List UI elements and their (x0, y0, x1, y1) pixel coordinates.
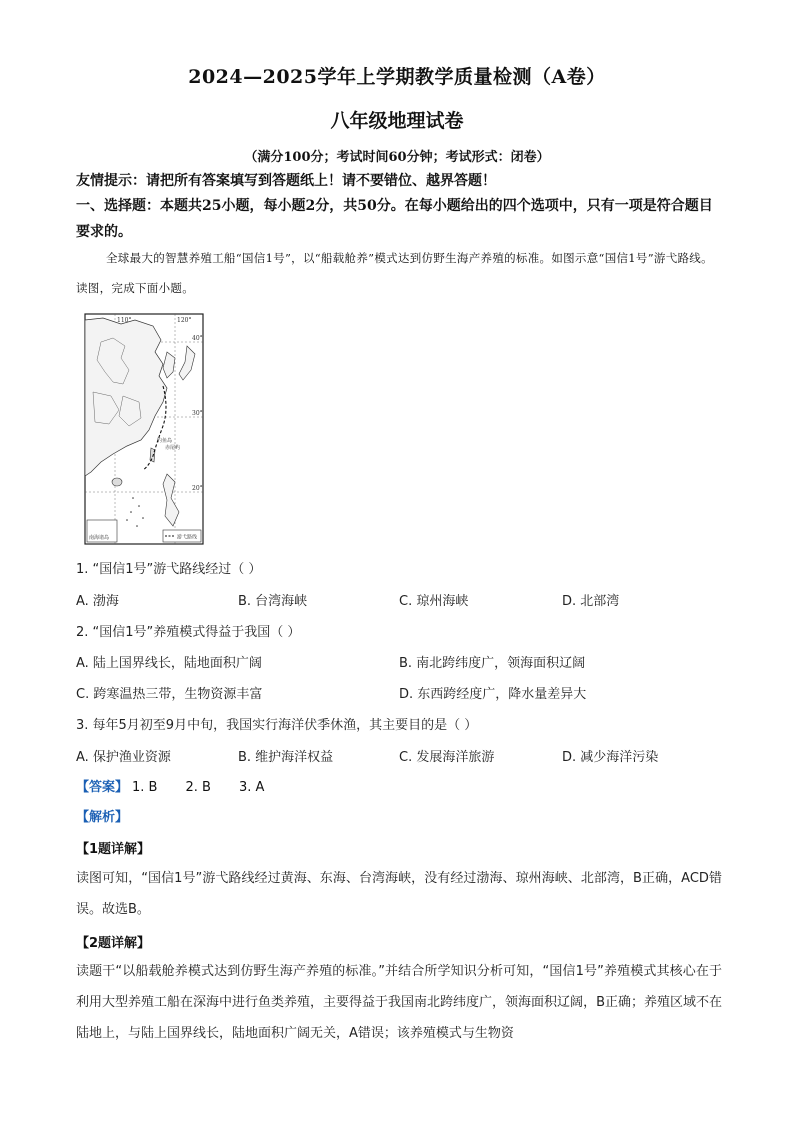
question-1-option-d[interactable]: D. 北部湾 (562, 594, 620, 609)
question-1-option-b[interactable]: B. 台湾海峡 (238, 594, 308, 609)
question-2-stem: 2. “国信1号”养殖模式得益于我国（ ） (76, 625, 301, 640)
analysis-2-heading: 【2题详解】 (76, 936, 151, 951)
answer-2: 2. B (185, 780, 211, 795)
lon-label-120: 120° (177, 317, 192, 324)
section-heading: 一、选择题：本题共25小题，每小题2分，共50分。在每小题给出的四个选项中，只有一项是符合题目要求的。 (76, 198, 713, 240)
analysis-2-text: 读题干“以船载舱养模式达到仿野生海产养殖的标准。”并结合所学知识分析可知，“国信1号”养殖模式其核心在于利用大型养殖工船在深海中进行鱼类养殖，主要得益于我国南北跨纬度广，领海面积辽阔，B正确；养殖区域不在陆地上，与陆上国界线长，陆地面积广阔无关，A错误；该养殖模式与生物资 (76, 964, 722, 1041)
question-1-stem: 1. “国信1号”游弋路线经过（ ） (76, 562, 262, 577)
place-label: 钓鱼岛 (157, 438, 173, 444)
question-3-option-a[interactable]: A. 保护渔业资源 (76, 750, 171, 765)
question-1-option-a[interactable]: A. 渤海 (76, 594, 119, 609)
answer-3: 3. A (238, 780, 265, 795)
analysis-1-text: 读图可知，“国信1号”游弋路线经过黄海、东海、台湾海峡，没有经过渤海、琼州海峡、北部湾，B正确，ACD错误。故选B。 (76, 871, 722, 917)
lat-label-40: 40° (192, 335, 203, 342)
lat-label-20: 20° (192, 485, 203, 492)
question-2-option-d[interactable]: D. 东西跨经度广，降水量差异大 (399, 687, 587, 702)
exam-subtitle: 八年级地理试卷 (330, 110, 464, 132)
legend-label: 游弋路线 (177, 534, 198, 541)
analysis-1-heading: 【1题详解】 (76, 842, 151, 857)
lat-label-30: 30° (192, 410, 203, 417)
question-3-option-d[interactable]: D. 减少海洋污染 (562, 750, 659, 765)
place-label-2: 赤尾屿 (165, 445, 181, 451)
question-3-option-c[interactable]: C. 发展海洋旅游 (399, 750, 495, 765)
inset-label: 南海诸岛 (89, 535, 110, 541)
answer-1: 1. B (132, 780, 158, 795)
answer-label: 【答案】 (76, 780, 129, 795)
route-map (83, 312, 207, 546)
analysis-label: 【解析】 (76, 810, 129, 825)
friendly-tip: 友情提示：请把所有答案填写到答题纸上！请不要错位、越界答题！ (76, 173, 496, 189)
route-map-figure (83, 312, 207, 546)
question-3-stem: 3. 每年5月初至9月中旬，我国实行海洋伏季休渔，其主要目的是（ ） (76, 718, 478, 733)
question-3-option-b[interactable]: B. 维护海洋权益 (238, 750, 334, 765)
question-2-option-a[interactable]: A. 陆上国界线长，陆地面积广阔 (76, 656, 262, 671)
exam-title: 2024—2025学年上学期教学质量检测（A卷） (188, 66, 606, 88)
question-2-option-b[interactable]: B. 南北跨纬度广，领海面积辽阔 (399, 656, 586, 671)
exam-info: （满分100分；考试时间60分钟；考试形式：闭卷） (244, 150, 550, 165)
question-1-option-c[interactable]: C. 琼州海峡 (399, 594, 469, 609)
lon-label-110: 110° (117, 317, 132, 324)
question-2-option-c[interactable]: C. 跨寒温热三带，生物资源丰富 (76, 687, 263, 702)
answer-row (76, 776, 288, 795)
question-intro: 全球最大的智慧养殖工船“国信1号”，以“船载舱养”模式达到仿野生海产养殖的标准。如图示意“国信1号”游弋路线。读图，完成下面小题。 (76, 251, 713, 295)
